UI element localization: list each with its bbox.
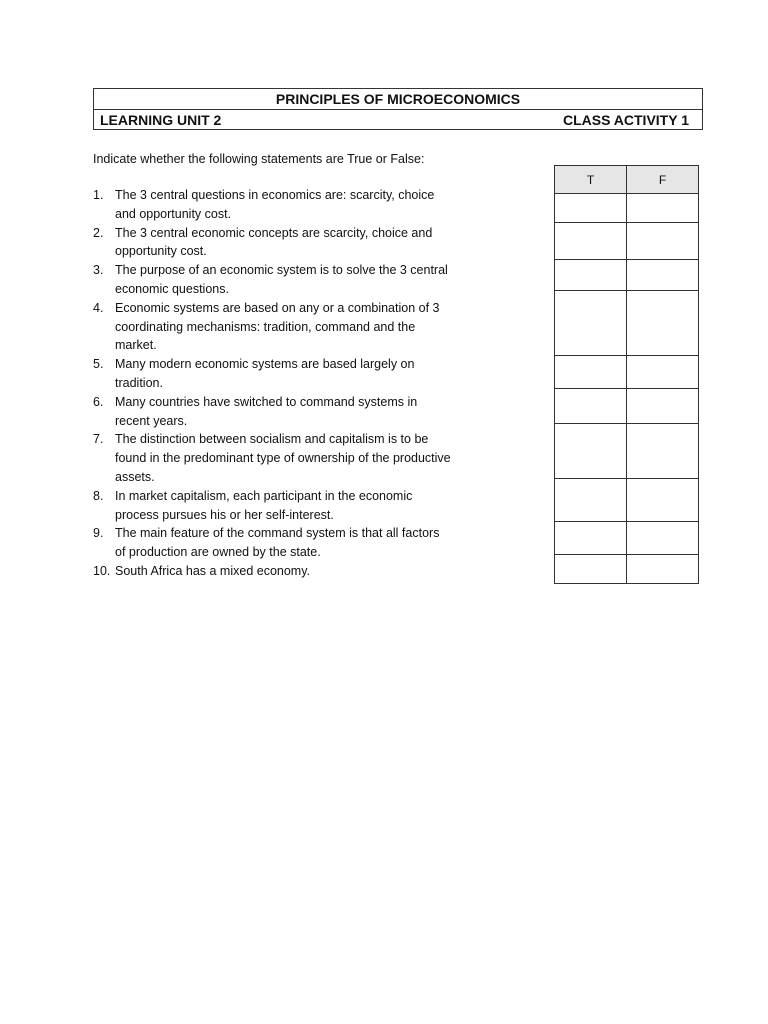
true-answer-cell[interactable] (555, 555, 627, 584)
false-answer-cell[interactable] (627, 291, 699, 356)
answer-row (555, 424, 699, 479)
header-subrow (94, 110, 702, 130)
question-item (93, 487, 453, 525)
false-answer-cell[interactable] (627, 223, 699, 260)
true-answer-cell[interactable] (555, 479, 627, 522)
question-number: 8. (93, 488, 104, 503)
true-answer-cell[interactable] (555, 260, 627, 291)
answer-row (555, 291, 699, 356)
true-answer-cell[interactable] (555, 291, 627, 356)
false-answer-cell[interactable] (627, 479, 699, 522)
question-item (93, 562, 453, 581)
question-text: In market capitalism, each participant in the economic process pursues his or her self-interest. (115, 488, 413, 522)
answer-table-header-row (555, 166, 699, 194)
question-text: The purpose of an economic system is to solve the 3 central economic questions. (115, 263, 448, 296)
answer-row (555, 522, 699, 555)
class-activity-label: CLASS ACTIVITY 1 (562, 112, 689, 128)
question-item (93, 186, 453, 224)
true-answer-cell[interactable] (555, 223, 627, 260)
question-text: Many modern economic systems are based largely on tradition. (115, 357, 415, 390)
question-item (93, 524, 453, 562)
true-answer-cell[interactable] (555, 389, 627, 424)
answer-row (555, 356, 699, 389)
question-number: 9. (93, 526, 104, 541)
question-number: 1. (93, 188, 104, 202)
true-answer-cell[interactable] (555, 356, 627, 389)
true-false-answer-table (554, 165, 699, 584)
question-item (93, 224, 453, 262)
question-item (93, 430, 453, 486)
false-answer-cell[interactable] (627, 424, 699, 479)
question-text: South Africa has a mixed economy. (115, 563, 311, 578)
header-box (93, 88, 703, 130)
question-text: Many countries have switched to command systems in recent years. (115, 394, 418, 428)
true-answer-cell[interactable] (555, 194, 627, 223)
answer-row (555, 555, 699, 584)
question-text: The main feature of the command system is that all factors of production are owned by the state. (115, 526, 440, 560)
question-number: 2. (93, 225, 104, 240)
question-text: The 3 central economic concepts are scarcity, choice and opportunity cost. (115, 225, 433, 259)
answer-row (555, 223, 699, 260)
false-answer-cell[interactable] (627, 555, 699, 584)
question-number: 6. (93, 394, 104, 409)
question-text: Economic systems are based on any or a combination of 3 coordinating mechanisms: tradition, command and the market. (115, 300, 440, 353)
question-item (93, 299, 453, 355)
false-answer-cell[interactable] (627, 356, 699, 389)
question-item (93, 355, 453, 393)
question-item (93, 261, 453, 299)
true-column-header: T (555, 166, 627, 194)
question-number: 7. (93, 432, 104, 447)
false-answer-cell[interactable] (627, 389, 699, 424)
instructions: Indicate whether the following statements are True or False: (93, 152, 425, 166)
answer-row (555, 389, 699, 424)
document-title: PRINCIPLES OF MICROECONOMICS (94, 89, 702, 110)
false-answer-cell[interactable] (627, 522, 699, 555)
question-number: 4. (93, 300, 104, 315)
learning-unit-label: LEARNING UNIT 2 (100, 112, 222, 128)
question-number: 5. (93, 357, 104, 372)
question-number: 10. (93, 563, 111, 578)
answer-row (555, 194, 699, 223)
question-text: The distinction between socialism and capitalism is to be found in the predominant type of ownership of the productive assets. (115, 432, 451, 484)
question-text: The 3 central questions in economics are: scarcity, choice and opportunity cost. (115, 188, 435, 221)
question-list (93, 186, 453, 581)
true-answer-cell[interactable] (555, 522, 627, 555)
answer-row (555, 260, 699, 291)
false-column-header: F (627, 166, 699, 194)
answer-row (555, 479, 699, 522)
true-answer-cell[interactable] (555, 424, 627, 479)
false-answer-cell[interactable] (627, 260, 699, 291)
question-number: 3. (93, 263, 104, 278)
false-answer-cell[interactable] (627, 194, 699, 223)
question-item (93, 393, 453, 431)
